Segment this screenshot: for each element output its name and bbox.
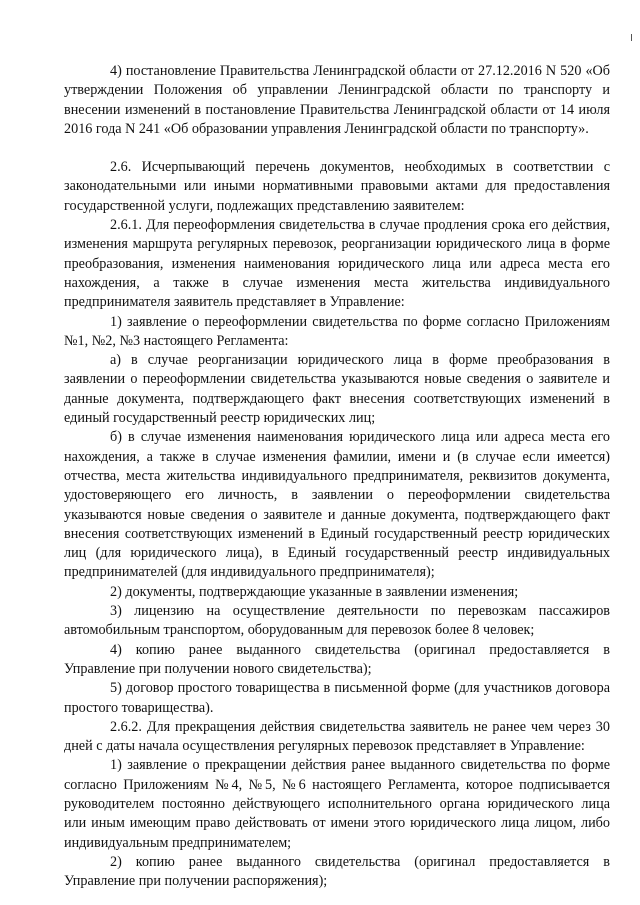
document-page [64,62,610,891]
paragraph-2-6-1-item-2: 2) документы, подтверждающие указанные в заявлении изменения; [110,583,519,600]
paragraph-2-6-1-item-1: 1) заявление о переоформлении свидетельства по форме согласно Приложениям №1, №2, №3 настоящего Регламента: [64,313,610,349]
paragraph-2-6-2: 2.6.2. Для прекращения действия свидетельства заявитель не ранее чем через 30 дней с даты начала осуществления регулярных перевозок представляет в Управление: [64,718,610,755]
paragraph-2-6: 2.6. Исчерпывающий перечень документов, необходимых в соответствии с законодательными или иными нормативными правовыми актами для предоставления государственной услуги, подлежащих представлению заявителем: [64,159,610,214]
paragraph-2-6-2-item-2: 2) копию ранее выданного свидетельства (оригинал предоставляется в Управление при получении распоряжения); [64,853,610,890]
paragraph-2-6-1-item-3: 3) лицензию на осуществление деятельности по перевозкам пассажиров автомобильным транспортом, оборудованным для перевозок более 8 человек; [64,603,610,639]
paragraph-2-6-1-item-1b: б) в случае изменения наименования юридического лица или адреса места его нахождения, а также в случае изменения фамилии, имени и (в случае если имеется) отчества, места жительства индивидуального предпринимателя, реквизитов документа, удостоверяющего его личность, в заявлении о переоформлении свидетельства указываются новые сведения о заявителе и данные документа, подтверждающего факт внесения соответствующих изменений в Единый государственный реестр юридических лиц (для юридического лица), в Единый государственный реестр индивидуальных предпринимателей (для индивидуального предпринимателя); [64,429,610,581]
paragraph-gap [64,139,610,158]
paragraph-2-6-1: 2.6.1. Для переоформления свидетельства в случае продления срока его действия, изменения маршрута регулярных перевозок, реорганизации юридического лица в форме преобразования, изменения наименования юридического лица или адреса места его нахождения, а также в случае изменения места жительства индивидуального предпринимателя заявитель представляет в Управление: [64,217,610,311]
paragraph-law-item-4: 4) постановление Правительства Ленинградской области от 27.12.2016 N 520 «Об утверждении Положения об управлении Ленинградской области по транспорту и внесении изменений в постановление Правительства Ленинградской области от 14 июля 2016 года N 241 «Об образовании управления Ленинградской области по транспорту». [64,63,610,137]
paragraph-2-6-1-item-4: 4) копию ранее выданного свидетельства (оригинал предоставляется в Управление при получении нового свидетельства); [64,641,610,677]
paragraph-2-6-1-item-5: 5) договор простого товарищества в письменной форме (для участников договора простого товарищества). [64,680,610,716]
paragraph-2-6-2-item-1: 1) заявление о прекращении действия ранее выданного свидетельства по форме согласно Приложениям №4, №5, №6 настоящего Регламента, которое подписывается руководителем постоянно действующего исполнительного органа юридического лица или иным имеющим право действовать от имени этого юридического лица лицом, либо индивидуальным предпринимателем; [64,757,610,851]
scan-mark [631,34,632,41]
paragraph-2-6-1-item-1a: а) в случае реорганизации юридического лица в форме преобразования в заявлении о переоформлении свидетельства указываются новые сведения о заявителе и данные документа, подтверждающего факт внесения соответствующих изменений в единый государственный реестр юридических лиц; [64,352,610,427]
